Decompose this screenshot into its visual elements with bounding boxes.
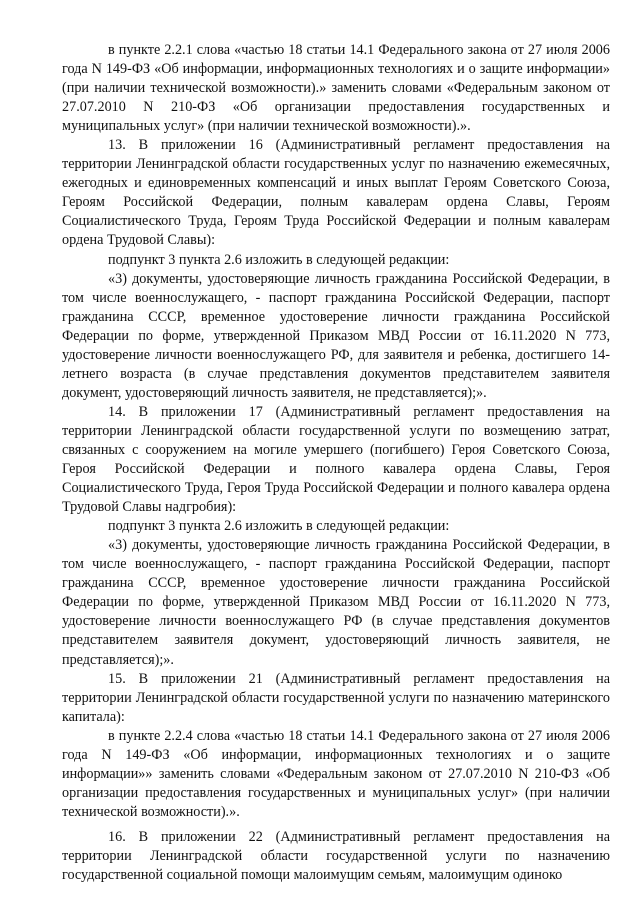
paragraph-item-15-amendment: в пункте 2.2.4 слова «частью 18 статьи 14.1 Федерального закона от 27 июля 2006 года N 149-ФЗ «Об информации, информационных технологиях и о защите информации»» заменить словами «Федеральным законом от 27.07.2010 N 210-ФЗ «Об организации предоставления государственных и муниципальных услуг» (при наличии технической возможности).». xyxy=(62,727,610,820)
paragraph-item-14: 14. В приложении 17 (Административный регламент предоставления на территории Ленинградской области государственной услуги по возмещению затрат, связанных с сооружением на могиле умершего (погибшего) Героя Советского Союза, Героя Российской Федерации и полного кавалера ордена Славы, Героя Социалистического Труда, Героя Труда Российской Федерации и полного кавалера ордена Трудовой Славы надгробия): xyxy=(62,403,610,516)
paragraph-item-16: 16. В приложении 22 (Административный регламент предоставления на территории Ленинградской области государственной услуги по назначению государственной социальной помощи малоимущим семьям, малоимущим одиноко xyxy=(62,828,610,884)
paragraph-item-15: 15. В приложении 21 (Административный регламент предоставления на территории Ленинградской области государственной услуги по назначению материнского капитала): xyxy=(62,670,610,725)
paragraph-item-13-subpoint: подпункт 3 пункта 2.6 изложить в следующей редакции: xyxy=(108,251,450,268)
paragraph-item-14-new-text: «3) документы, удостоверяющие личность гражданина Российской Федерации, в том числе военнослужащего, - паспорт гражданина Российской Федерации, паспорт гражданина СССР, временное удостоверение личности гражданина Российской Федерации по форме, утвержденной Приказом МВД России от 16.11.2020 N 773, удостоверение личности военнослужащего РФ (в случае представления документов представителем заявителя документ, удостоверяющий личность заявителя, не представляется);». xyxy=(62,537,610,668)
paragraph-2-2-1-amendment: в пункте 2.2.1 слова «частью 18 статьи 14.1 Федерального закона от 27 июля 2006 года N 149-ФЗ «Об информации, информационных технологиях и о защите информации» (при наличии технической возможности).» заменить словами «Федеральным законом от 27.07.2010 N 210-ФЗ «Об организации предоставления государственных и муниципальных услуг» (при наличии технической возможности).». xyxy=(62,42,610,135)
paragraph-item-13-new-text: «3) документы, удостоверяющие личность гражданина Российской Федерации, в том числе военнослужащего, - паспорт гражданина Российской Федерации, паспорт гражданина СССР, временное удостоверение личности гражданина Российской Федерации по форме, утвержденной Приказом МВД России от 16.11.2020 N 773, удостоверение личности военнослужащего РФ, для заявителя и ребенка, достигшего 14-летнего возраста (в случае представления документов представителем заявителя документ, удостоверяющий личность заявителя, не представляется);». xyxy=(62,270,610,401)
document-body xyxy=(62,41,610,885)
paragraph-item-13: 13. В приложении 16 (Административный регламент предоставления на территории Ленинградской области государственных услуг по назначению ежемесячных, ежегодных и единовременных компенсаций и иных выплат Героям Советского Союза, Героям Российской Федерации, полным кавалерам ордена Славы, Героям Социалистического Труда, Героям Труда Российской Федерации и полным кавалерам ордена Трудовой Славы): xyxy=(62,137,610,249)
paragraph-item-14-subpoint: подпункт 3 пункта 2.6 изложить в следующей редакции: xyxy=(108,518,450,535)
